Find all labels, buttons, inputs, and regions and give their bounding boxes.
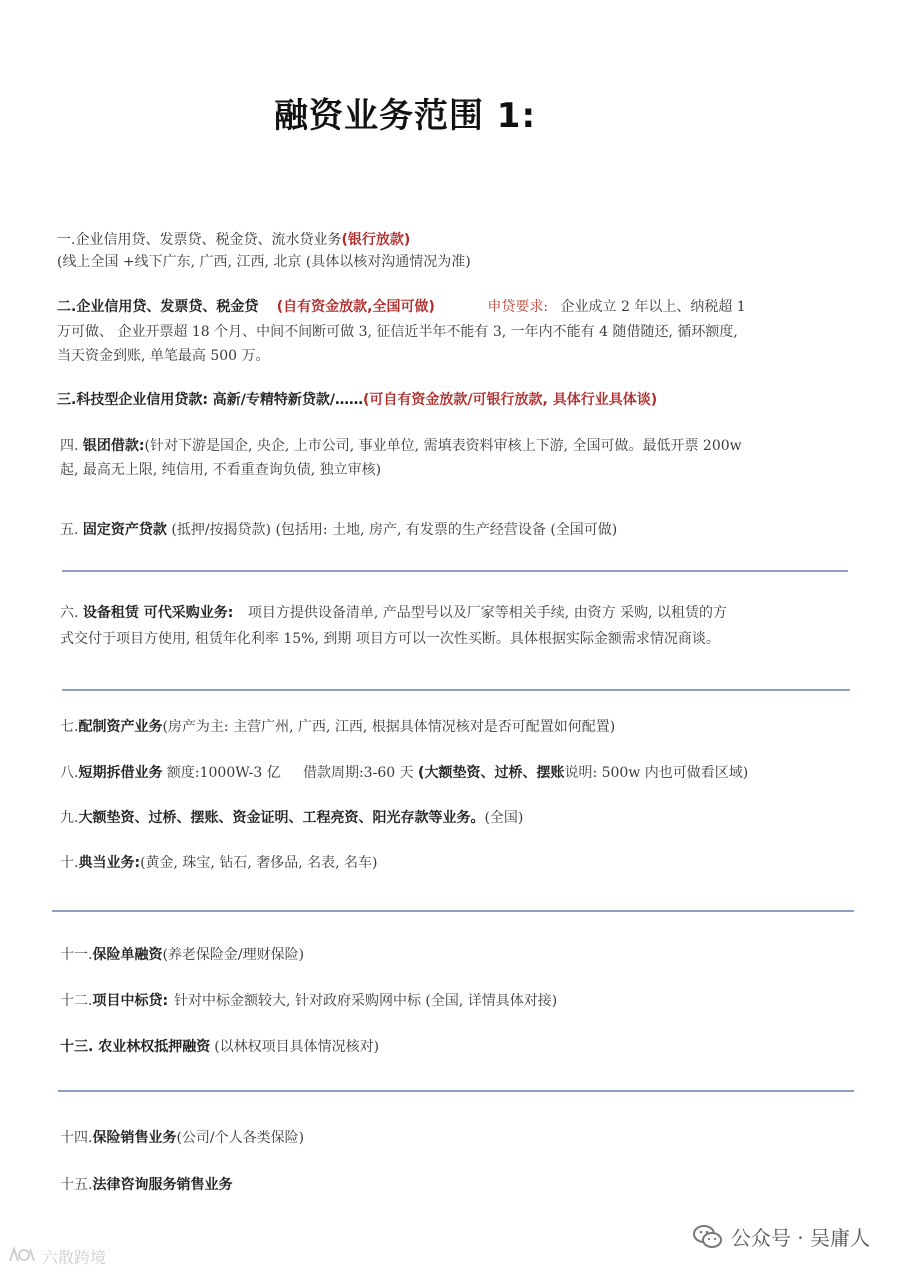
item-9-num: 九. bbox=[60, 810, 79, 826]
separator bbox=[58, 1090, 854, 1092]
item-14 bbox=[60, 1128, 304, 1148]
item-13-head: 十三. 农业林权抵押融资 bbox=[60, 1039, 211, 1055]
item-8-text1: 额度:1000W-3 亿 借款周期:3-60 天 bbox=[166, 765, 414, 781]
item-8-text2: 说明: 500w 内也可做看区域) bbox=[564, 765, 749, 781]
item-11-num: 十一. bbox=[60, 947, 93, 963]
item-5-num: 五. bbox=[60, 522, 79, 538]
item-2-head: 二.企业信用贷、发票贷、税金贷 bbox=[57, 299, 259, 315]
item-13-text: (以林权项目具体情况核对) bbox=[214, 1039, 380, 1055]
item-8-num: 八. bbox=[60, 765, 79, 781]
item-8 bbox=[60, 763, 748, 783]
corner-logo-icon bbox=[8, 1247, 36, 1267]
item-4-head: 银团借款: bbox=[82, 438, 145, 454]
item-7 bbox=[60, 717, 615, 737]
item-7-head: 配制资产业务 bbox=[78, 719, 163, 735]
item-2-tag: (自有资金放款,全国可做) bbox=[276, 299, 435, 315]
item-8-bold2: (大额垫资、过桥、摆账 bbox=[418, 765, 565, 781]
item-14-head: 保险销售业务 bbox=[92, 1130, 177, 1146]
item-12 bbox=[60, 991, 557, 1011]
item-6 bbox=[60, 603, 727, 623]
item-3-tag: (可自有资金放款/可银行放款, 具体行业具体谈) bbox=[363, 392, 658, 408]
item-11 bbox=[60, 945, 304, 965]
item-6-num: 六. bbox=[60, 605, 79, 621]
item-10-text: (黄金, 珠宝, 钻石, 奢侈品, 名表, 名车) bbox=[140, 855, 378, 871]
item-2-req-label: 申贷要求: bbox=[487, 299, 549, 315]
item-4 bbox=[60, 436, 742, 456]
item-9-text: (全国) bbox=[484, 810, 524, 826]
item-12-num: 十二. bbox=[60, 993, 93, 1009]
item-3-head: 三.科技型企业信用贷款: 高新/专精特新贷款/…… bbox=[57, 392, 364, 408]
item-7-num: 七. bbox=[60, 719, 79, 735]
separator bbox=[52, 910, 854, 912]
wechat-watermark bbox=[693, 1222, 870, 1251]
item-2-line1: 企业成立 2 年以上、纳税超 1 bbox=[560, 299, 746, 315]
item-1-head: 一.企业信用贷、发票贷、税金贷、流水贷业务 bbox=[57, 232, 342, 248]
item-13 bbox=[60, 1037, 379, 1057]
corner-watermark bbox=[8, 1245, 106, 1268]
item-8-head: 短期拆借业务 bbox=[78, 765, 163, 781]
item-4-line2: 起, 最高无上限, 纯信用, 不看重查询负债, 独立审核) bbox=[60, 462, 382, 478]
wechat-watermark-text: 公众号 · 吴庸人 bbox=[730, 1226, 870, 1250]
item-2-line2: 万可做、 企业开票超 18 个月、中间不间断可做 3, 征信近半年不能有 3, 一年内不能有 4 随借随还, 循环额度, bbox=[57, 324, 738, 340]
item-2-line3: 当天资金到账, 单笔最高 500 万。 bbox=[57, 348, 270, 364]
item-14-text: (公司/个人各类保险) bbox=[176, 1130, 305, 1146]
item-15-num: 十五. bbox=[60, 1177, 93, 1193]
item-7-text: (房产为主: 主营广州, 广西, 江西, 根据具体情况核对是否可配置如何配置) bbox=[162, 719, 616, 735]
item-15 bbox=[60, 1175, 232, 1195]
item-1-note: (线上全国 +线下广东, 广西, 江西, 北京 (具体以核对沟通情况为准) bbox=[57, 254, 471, 270]
item-3 bbox=[57, 390, 657, 410]
corner-watermark-text: 六散跨境 bbox=[42, 1248, 107, 1267]
item-9 bbox=[60, 808, 523, 828]
page-title: 融资业务范围 1: bbox=[273, 96, 537, 136]
item-14-num: 十四. bbox=[60, 1130, 93, 1146]
item-5-text: (抵押/按揭贷款) (包括用: 土地, 房产, 有发票的生产经营设备 (全国可做) bbox=[171, 522, 618, 538]
wechat-icon bbox=[693, 1224, 723, 1250]
item-12-text: 针对中标金额较大, 针对政府采购网中标 (全国, 详情具体对接) bbox=[174, 993, 558, 1009]
item-10-num: 十. bbox=[60, 855, 79, 871]
item-12-head: 项目中标贷: bbox=[92, 993, 169, 1009]
item-1-tag: (银行放款) bbox=[341, 232, 411, 248]
item-11-text: (养老保险金/理财保险) bbox=[162, 947, 305, 963]
item-6-head: 设备租赁 可代采购业务: bbox=[82, 605, 234, 621]
item-4-line1: (针对下游是国企, 央企, 上市公司, 事业单位, 需填表资料审核上下游, 全国可做。最低开票 200w bbox=[144, 438, 742, 454]
item-2 bbox=[57, 297, 746, 317]
item-6-line1: 项目方提供设备清单, 产品型号以及厂家等相关手续, 由资方 采购, 以租赁的方 bbox=[247, 605, 727, 621]
item-6-line2: 式交付于项目方使用, 租赁年化利率 15%, 到期 项目方可以一次性买断。具体根据实际金额需求情况商谈。 bbox=[60, 631, 720, 647]
item-9-head: 大额垫资、过桥、摆账、资金证明、工程亮资、阳光存款等业务。 bbox=[78, 810, 485, 826]
item-5 bbox=[60, 520, 617, 540]
item-10-head: 典当业务: bbox=[78, 855, 141, 871]
item-10 bbox=[60, 853, 378, 873]
separator bbox=[62, 689, 850, 691]
item-15-head: 法律咨询服务销售业务 bbox=[92, 1177, 233, 1193]
item-1 bbox=[57, 230, 410, 250]
item-4-num: 四. bbox=[60, 438, 79, 454]
item-11-head: 保险单融资 bbox=[92, 947, 163, 963]
separator bbox=[62, 570, 848, 572]
item-5-head: 固定资产贷款 bbox=[82, 522, 167, 538]
